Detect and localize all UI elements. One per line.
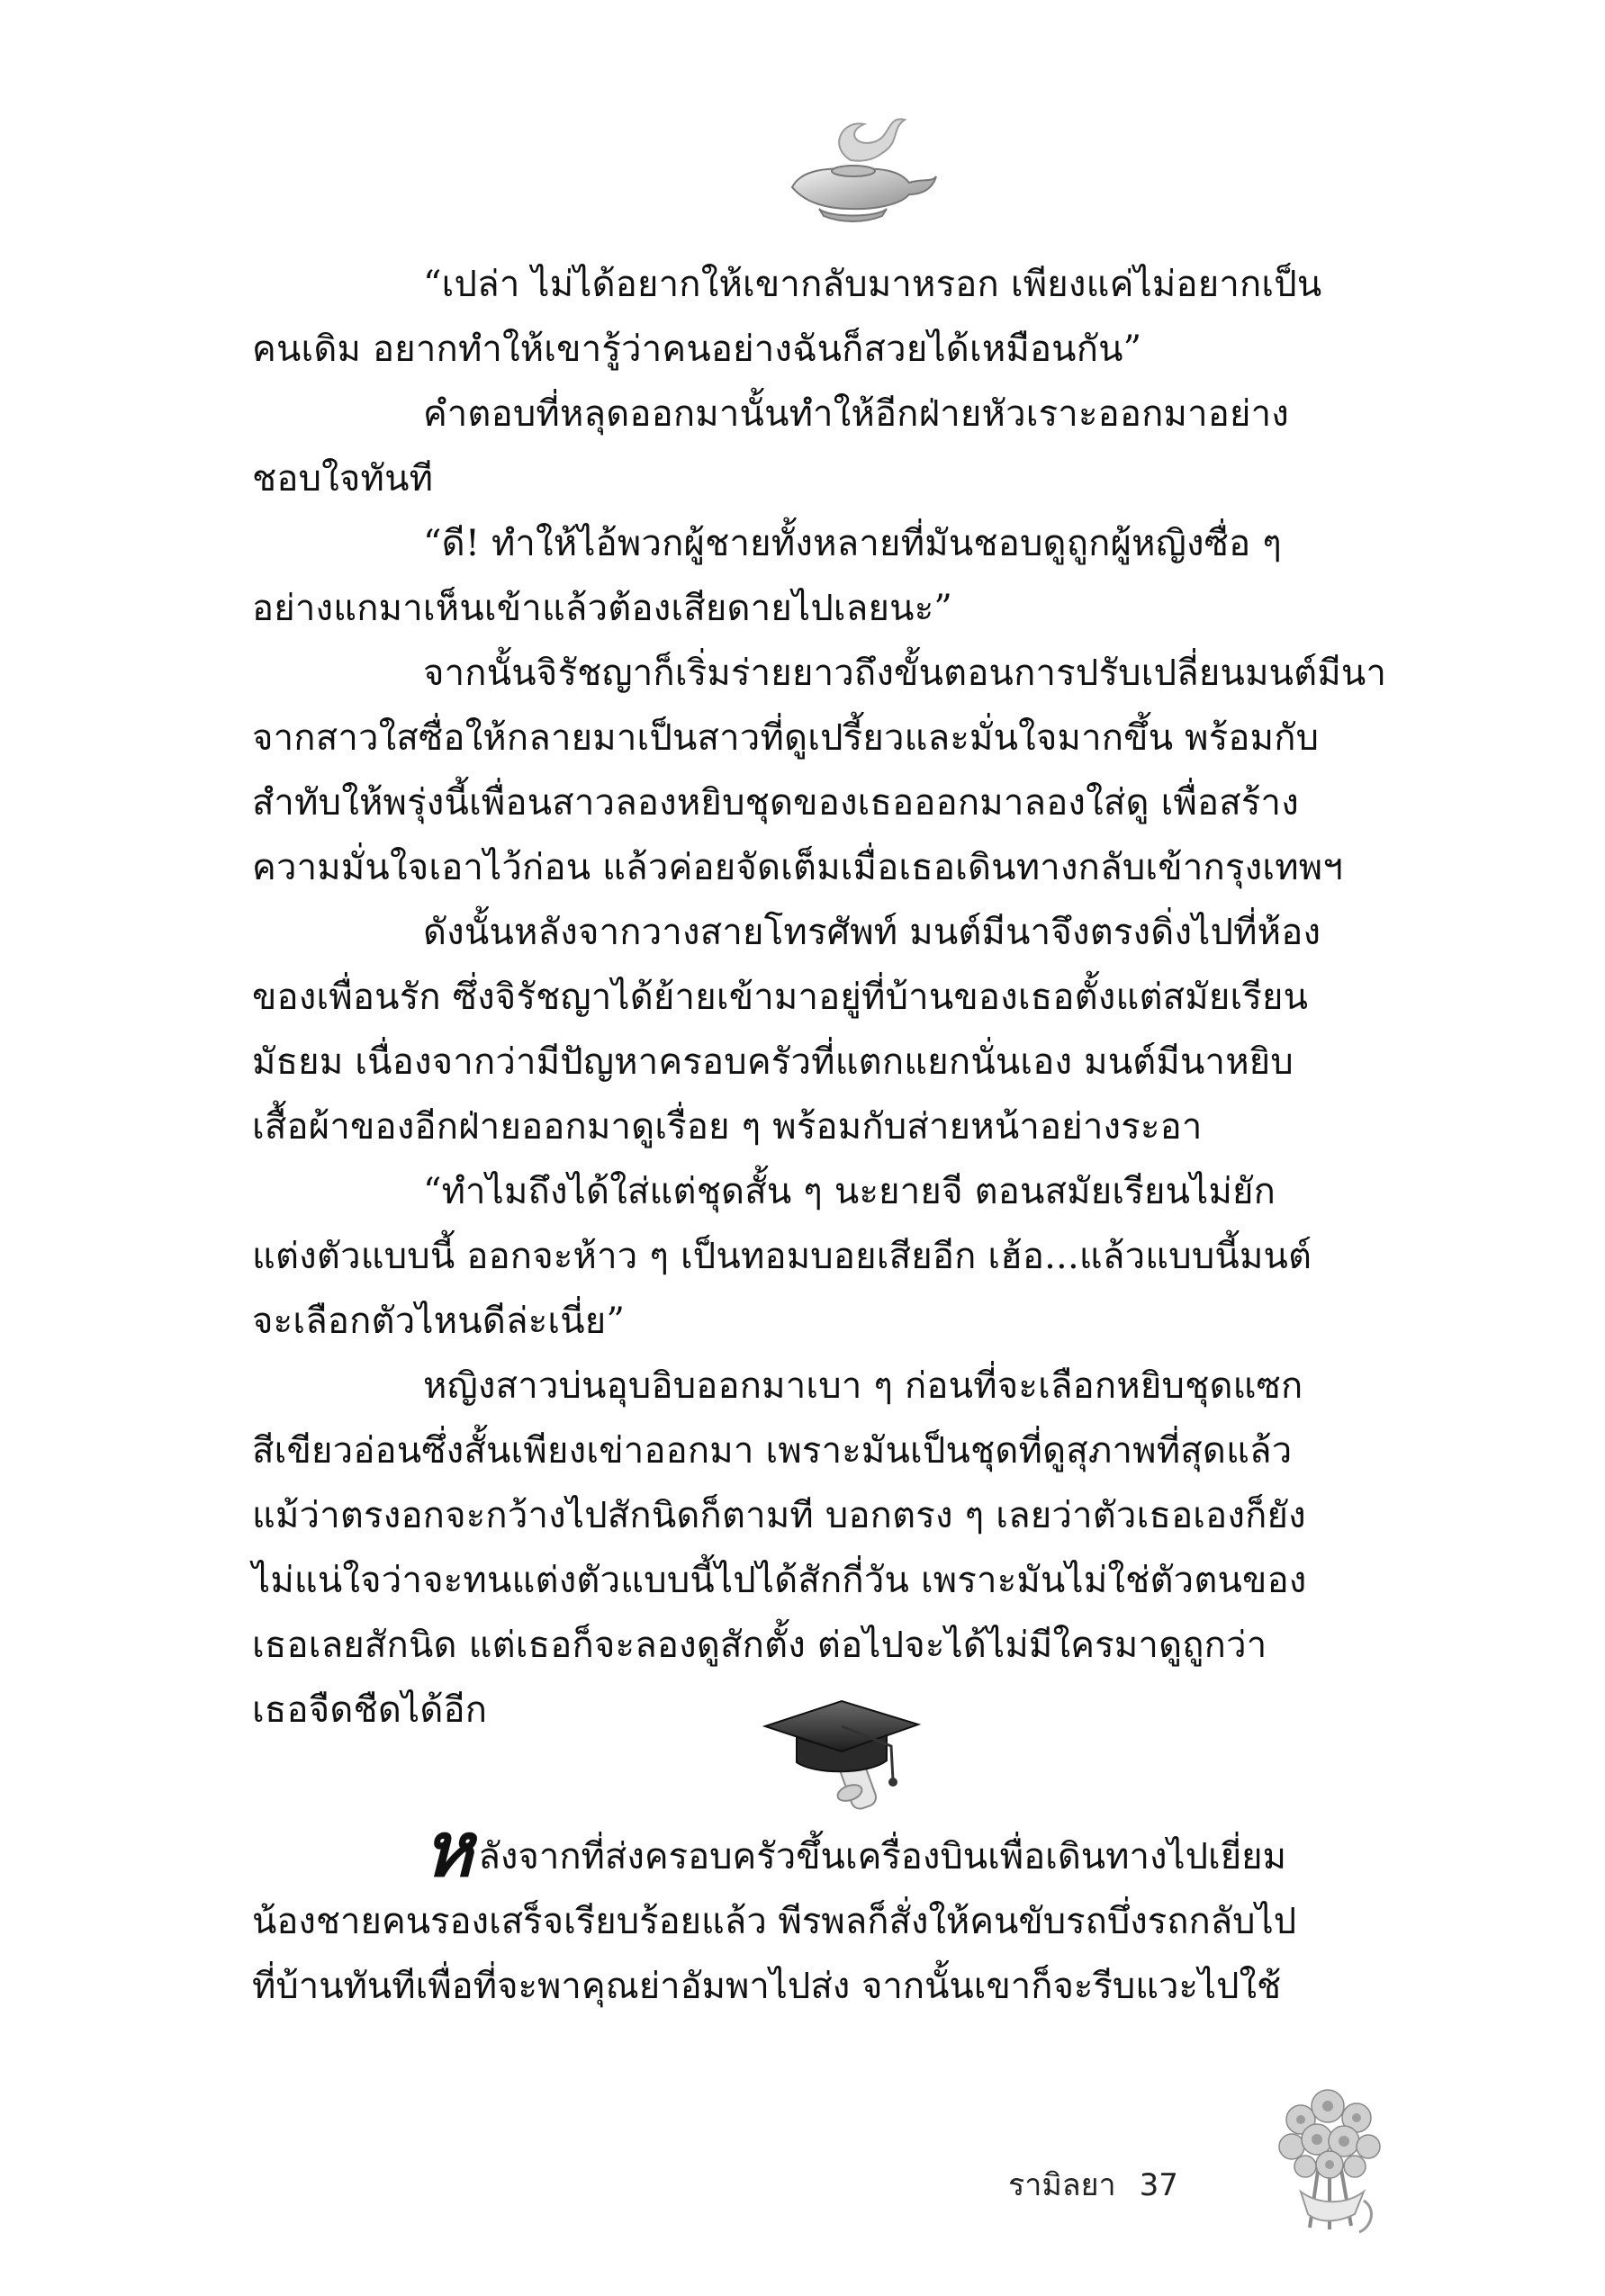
paragraph — [252, 900, 1395, 1159]
text-line: คนเดิม อยากทำให้เขารู้ว่าคนอย่างฉันก็สวยได้เหมือนกัน” — [252, 329, 1142, 370]
text-line: ที่บ้านทันทีเพื่อที่จะพาคุณย่าอัมพาไปส่ง จากนั้นเขาก็จะรีบแวะไปใช้ — [252, 1966, 1282, 2007]
page-number: 37 — [1139, 2167, 1178, 2203]
text-line: สำทับให้พรุ่งนี้เพื่อนสาวลองหยิบชุดของเธอออกมาลองใส่ดู เพื่อสร้าง — [252, 782, 1299, 824]
text-line: “ดี! ทำให้ไอ้พวกผู้ชายทั้งหลายที่มันชอบดูถูกผู้หญิงซื่อ ๆ — [423, 523, 1282, 564]
paragraph — [252, 511, 1395, 641]
text-line: “ทำไมถึงได้ใส่แต่ชุดสั้น ๆ นะยายจี ตอนสมัยเรียนไม่ยัก — [423, 1171, 1276, 1212]
text-line: เสื้อผ้าของอีกฝ่ายออกมาดูเรื่อย ๆ พร้อมกับส่ายหน้าอย่างระอา — [252, 1106, 1203, 1148]
text-line: ชอบใจทันที — [252, 458, 434, 500]
paragraph — [252, 1159, 1395, 1354]
text-line: แม้ว่าตรงอกจะกว้างไปสักนิดก็ตามที บอกตรง ๆ เลยว่าตัวเธอเองก็ยัง — [252, 1495, 1306, 1536]
text-line: เธอเลยสักนิด แต่เธอก็จะลองดูสักตั้ง ต่อไปจะได้ไม่มีใครมาดูถูกว่า — [252, 1625, 1267, 1666]
text-line — [252, 1805, 1395, 1894]
page-footer — [1008, 2160, 1178, 2209]
text-line: จากสาวใสซื่อให้กลายมาเป็นสาวที่ดูเปรี้ยวและมั่นใจมากขึ้น พร้อมกับ — [252, 717, 1320, 759]
text-line: อย่างแกมาเห็นเข้าแล้วต้องเสียดายไปเลยนะ” — [252, 588, 953, 629]
text-line: “เปล่า ไม่ได้อยากให้เขากลับมาหรอก เพียงแค่ไม่อยากเป็น — [423, 264, 1322, 305]
text-line: แต่งตัวแบบนี้ ออกจะห้าว ๆ เป็นทอมบอยเสียอีก เฮ้อ...แล้วแบบนี้มนต์ — [252, 1236, 1312, 1277]
section-two-text — [252, 1805, 1395, 2019]
first-line-text: ลังจากที่ส่งครอบครัวขึ้นเครื่องบินเพื่อเดินทางไปเยี่ยม — [478, 1836, 1286, 1877]
text-line: ความมั่นใจเอาไว้ก่อน แล้วค่อยจัดเต็มเมื่อเธอเดินทางกลับเข้ากรุงเทพฯ — [252, 847, 1343, 888]
author-name: รามิลยา — [1008, 2167, 1116, 2203]
text-line: น้องชายคนรองเสร็จเรียบร้อยแล้ว พีรพลก็สั่งให้คนขับรถบึ่งรถกลับไป — [252, 1901, 1297, 1942]
text-line: คำตอบที่หลุดออกมานั้นทำให้อีกฝ่ายหัวเราะออกมาอย่าง — [423, 393, 1289, 435]
text-line: จะเลือกตัวไหนดีล่ะเนี่ย” — [252, 1301, 626, 1342]
paragraph — [252, 382, 1395, 511]
text-line: หญิงสาวบ่นอุบอิบออกมาเบา ๆ ก่อนที่จะเลือกหยิบชุดแซก — [423, 1365, 1303, 1407]
graduation-cap-icon — [756, 1692, 927, 1818]
genie-lamp-icon — [765, 97, 945, 232]
text-line: ไม่แน่ใจว่าจะทนแต่งตัวแบบนี้ไปได้สักกี่วัน เพราะมันไม่ใช่ตัวตนของ — [252, 1560, 1307, 1601]
body-text — [252, 252, 1395, 1742]
paragraph — [252, 641, 1395, 900]
drop-cap: ห — [423, 1805, 473, 1894]
text-line: ดังนั้นหลังจากวางสายโทรศัพท์ มนต์มีนาจึงตรงดิ่งไปที่ห้อง — [423, 912, 1321, 953]
text-line: เธอจืดชืดได้อีก — [252, 1689, 488, 1731]
flower-bouquet-icon — [1265, 2057, 1395, 2237]
text-line: จากนั้นจิรัชญาก็เริ่มร่ายยาวถึงขั้นตอนการปรับเปลี่ยนมนต์มีนา — [423, 653, 1387, 694]
paragraph — [252, 252, 1395, 382]
text-line: ของเพื่อนรัก ซึ่งจิรัชญาได้ย้ายเข้ามาอยู่ที่บ้านของเธอตั้งแต่สมัยเรียน — [252, 977, 1309, 1018]
text-line: มัธยม เนื่องจากว่ามีปัญหาครอบครัวที่แตกแยกนั่นเอง มนต์มีนาหยิบ — [252, 1041, 1294, 1083]
text-line: สีเขียวอ่อนซึ่งสั้นเพียงเข่าออกมา เพราะมันเป็นชุดที่ดูสุภาพที่สุดแล้ว — [252, 1430, 1293, 1472]
paragraph — [252, 1354, 1395, 1742]
